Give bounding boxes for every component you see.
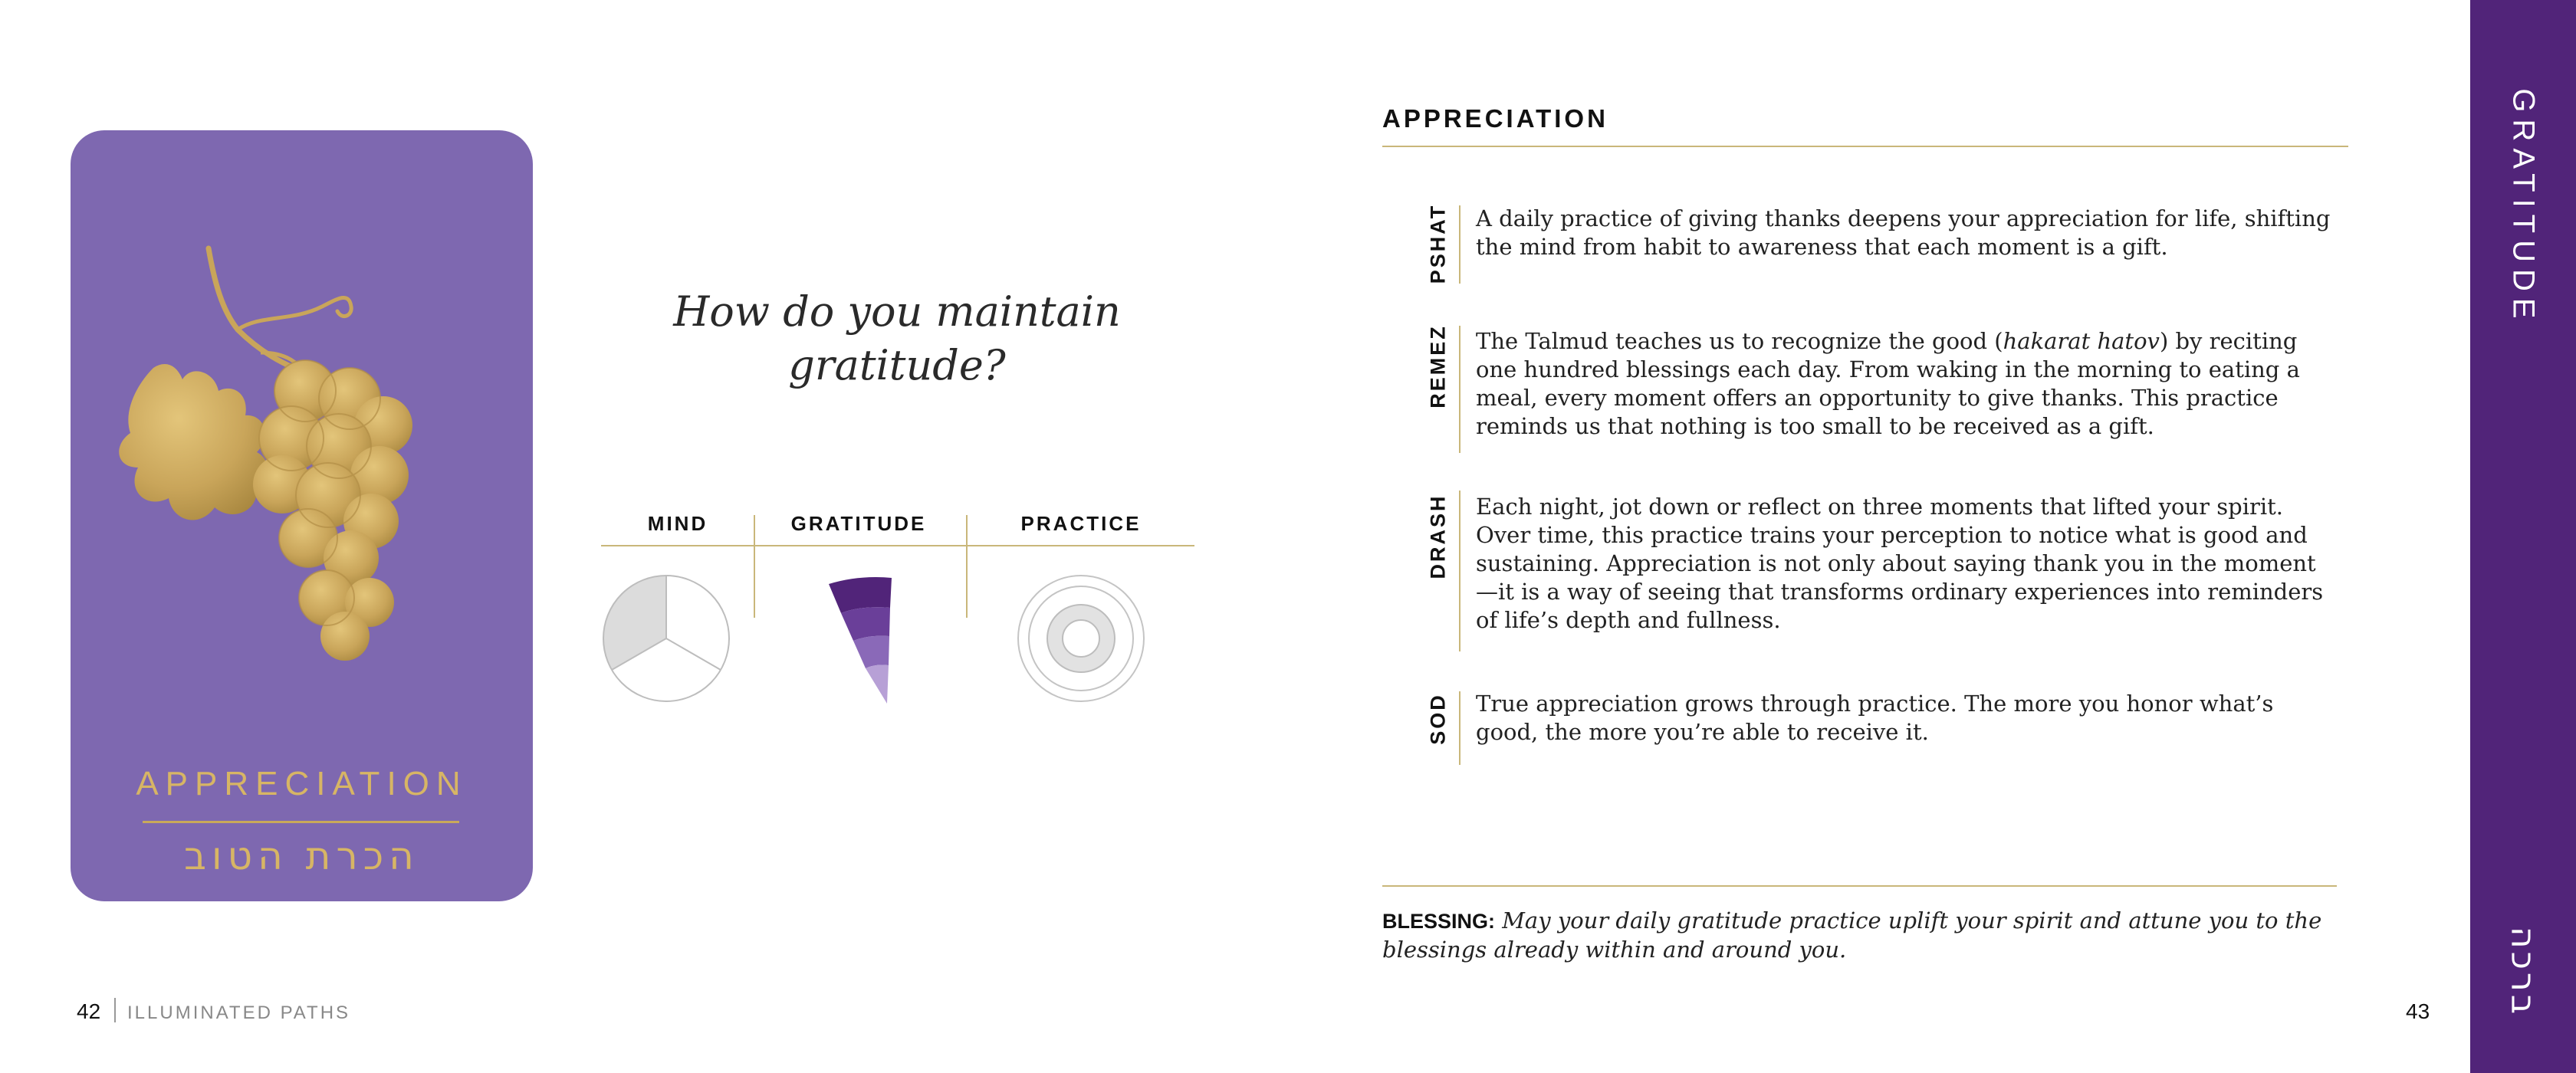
level-text-drash: Each night, jot down or reflect on three moments that lifted your spirit. Over time, this practice trains your perception to notice what is good and sustaining. Appreciation is not only about saying thank you in the moment—it is a way of seeing that transforms ordinary experiences into reminders of life’s depth and fullness. xyxy=(1476,494,2324,633)
level-bar xyxy=(1459,491,1460,651)
triad-label-gratitude: GRATITUDE xyxy=(790,512,927,535)
folio-divider xyxy=(114,998,116,1022)
chapter-tab-label: GRATITUDE xyxy=(2506,88,2541,326)
level-text-sod: True appreciation grows through practice. The more you honor what’s good, the more you’re able to receive it. xyxy=(1476,691,2274,745)
card-title: APPRECIATION xyxy=(136,765,468,802)
section-title: APPRECIATION xyxy=(1382,104,1608,133)
level-text-remez: The Talmud teaches us to recognize the good (hakarat hatov) by reciting one hundred blessings each day. From waking in the morning to eating a meal, every moment offers an opportunity to give thanks. This practice reminds us that nothing is too small to be received as a gift. xyxy=(1476,328,2300,439)
triad-label-practice: PRACTICE xyxy=(1020,512,1142,535)
pie-chart-icon xyxy=(601,573,731,704)
blessing xyxy=(1382,907,2325,964)
triad-divider-vertical xyxy=(754,515,755,618)
card-divider xyxy=(143,821,459,823)
level-label-pshat: PSHAT xyxy=(1426,203,1450,284)
triad-label-mind: MIND xyxy=(647,512,708,535)
level-text-pshat: A daily practice of giving thanks deepens your appreciation for life, shifting the mind from habit to awareness that each moment is a gift. xyxy=(1476,205,2331,260)
concentric-circles-icon xyxy=(1016,573,1146,704)
level-bar xyxy=(1459,691,1460,765)
triad-divider-horizontal xyxy=(601,545,1194,546)
level-label-remez: REMEZ xyxy=(1426,324,1450,409)
card-hebrew-title: הכרת הטוב xyxy=(184,834,419,878)
level-label-drash: DRASH xyxy=(1426,494,1450,579)
wedge-gradient-icon xyxy=(824,573,901,707)
triad-divider-vertical xyxy=(966,515,968,618)
grapes-icon xyxy=(107,238,468,667)
level-bar xyxy=(1459,205,1460,284)
level-label-sod: SOD xyxy=(1426,693,1450,745)
blessing-text: May your daily gratitude practice uplift your spirit and attune you to the blessings already within and around you. xyxy=(1382,907,2322,963)
book-title: ILLUMINATED PATHS xyxy=(127,1002,351,1023)
blessing-rule xyxy=(1382,885,2337,887)
reflection-question: How do you maintain gratitude? xyxy=(673,287,1121,389)
page-number-right: 43 xyxy=(2406,999,2430,1023)
section-title-rule xyxy=(1382,146,2348,147)
page-number-left: 42 xyxy=(77,999,101,1023)
blessing-label: BLESSING: xyxy=(1382,910,1496,933)
level-bar xyxy=(1459,326,1460,453)
chapter-tab-hebrew: ברכה xyxy=(2503,926,2543,1018)
